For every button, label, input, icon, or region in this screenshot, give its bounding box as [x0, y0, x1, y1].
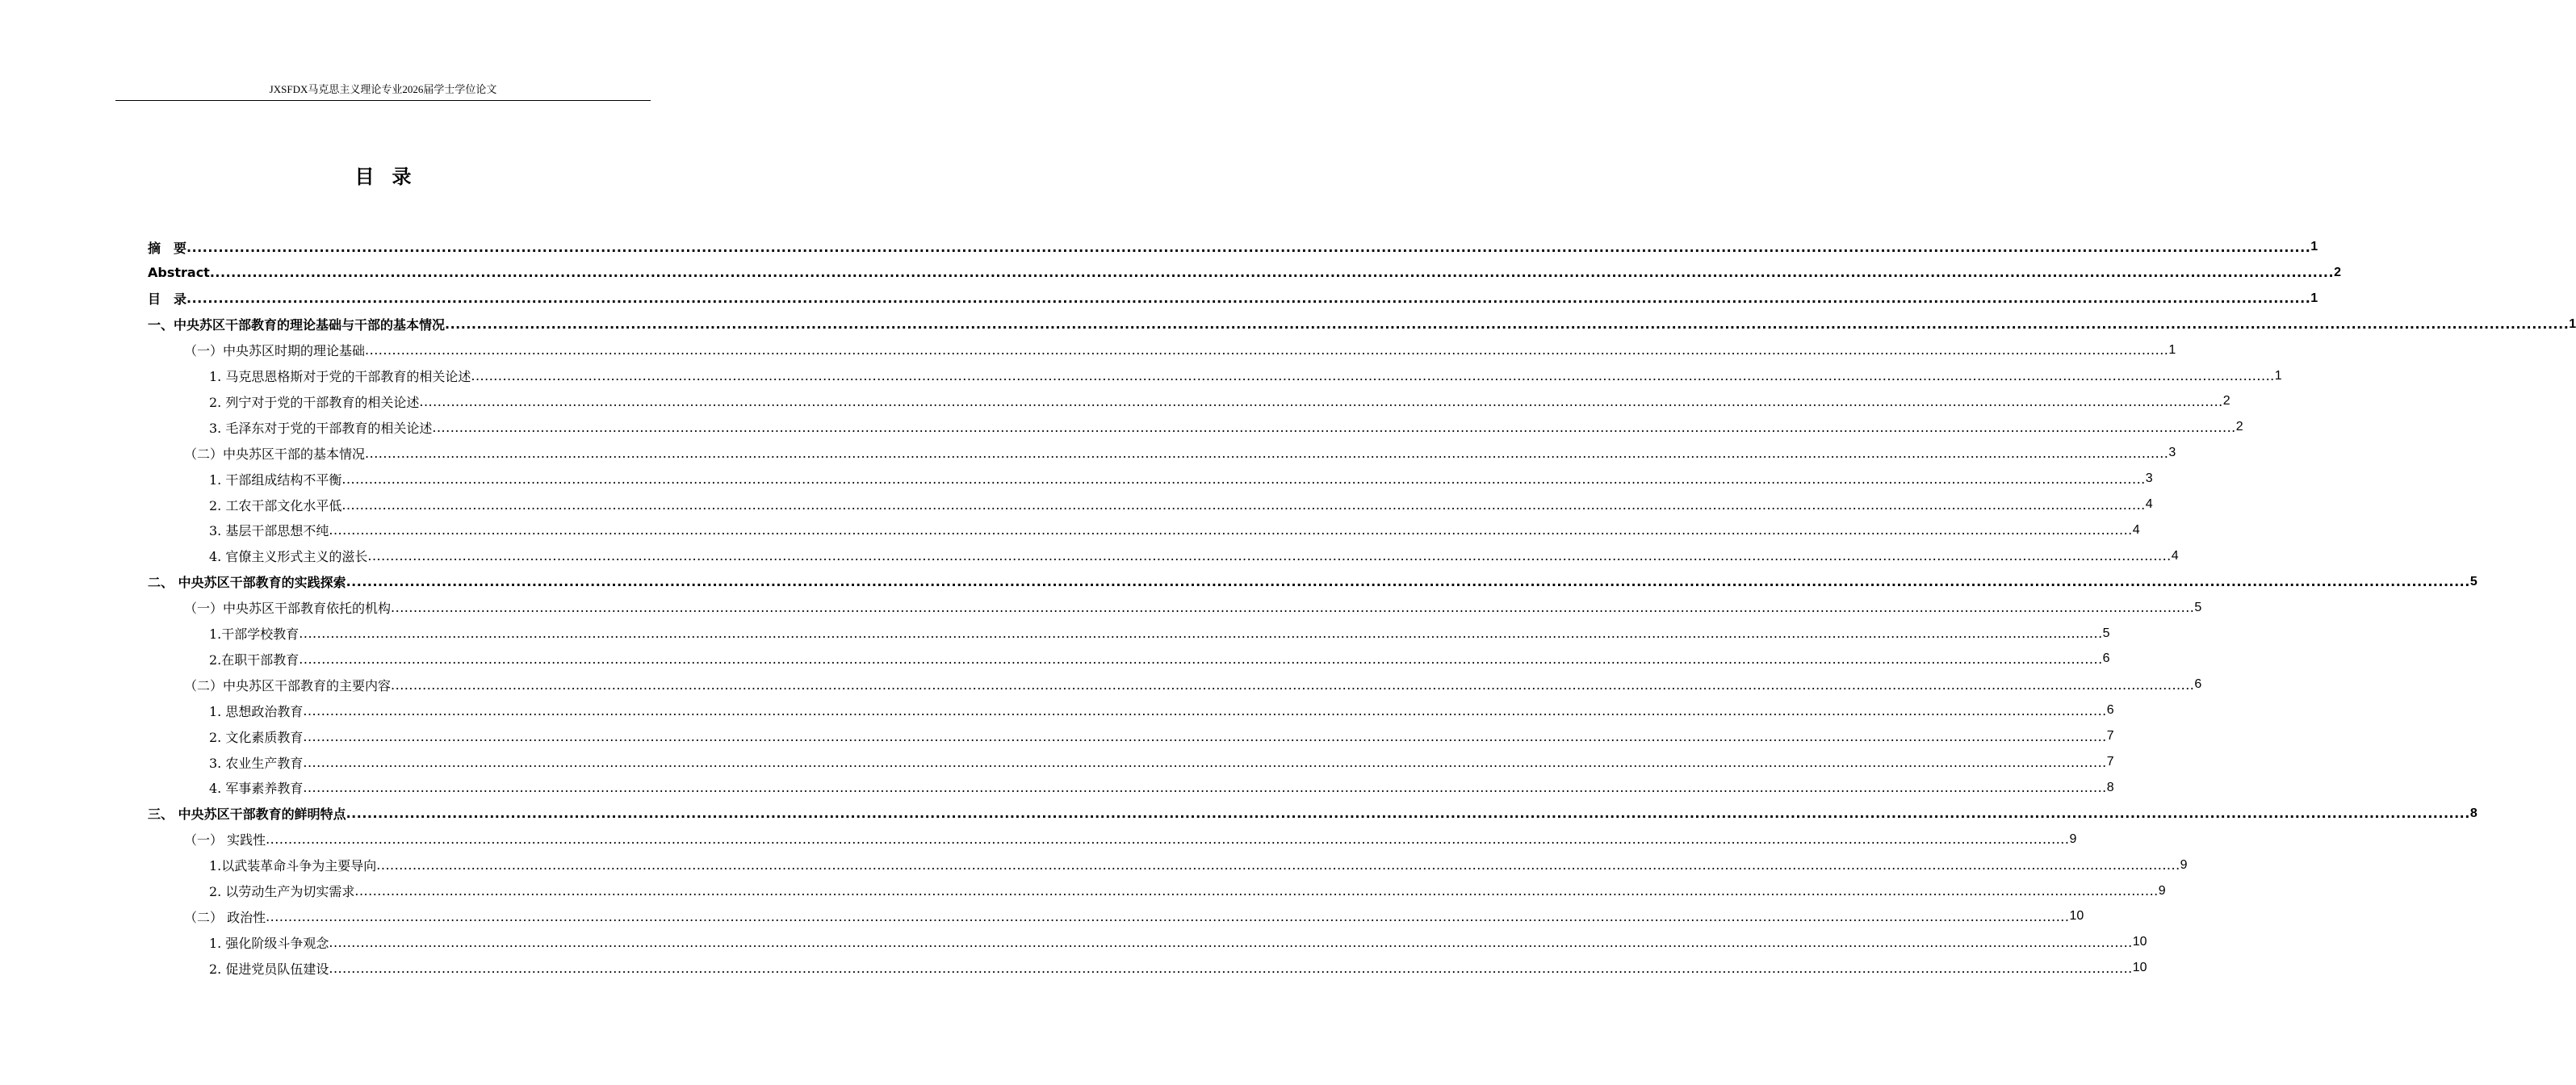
toc-entry-label: 1.干部学校教育	[209, 626, 299, 642]
toc-page-number: 9	[2069, 832, 2077, 846]
toc-page-number: 2	[2334, 265, 2341, 279]
toc-entry-label: （一）中央苏区干部教育依托的机构	[184, 601, 392, 617]
toc-page-number: 2	[2235, 420, 2243, 434]
toc-dot-leader: ................................................................................................................................................................................................................................................................................................................................................................................................................	[329, 960, 2133, 976]
toc-entry[interactable]	[148, 569, 2478, 595]
toc-entry[interactable]	[148, 801, 2478, 827]
toc-entry-label: 2. 以劳动生产为切实需求	[209, 884, 355, 899]
toc-page-number: 1	[2310, 240, 2318, 253]
toc-dot-leader: ................................................................................................................................................................................................................................................................................................................................................................................................................	[391, 677, 2195, 693]
toc-page-number: 10	[2132, 961, 2147, 975]
toc-entry[interactable]	[209, 517, 2140, 543]
toc-dot-leader: ................................................................................................................................................................................................................................................................................................................................................................................................................	[445, 316, 2570, 333]
toc-entry[interactable]	[184, 827, 2077, 852]
toc-dot-leader: ................................................................................................................................................................................................................................................................................................................................................................................................................	[346, 806, 2470, 822]
toc-dot-leader: ................................................................................................................................................................................................................................................................................................................................................................................................................	[367, 548, 2172, 564]
toc-entry[interactable]	[209, 723, 2114, 749]
toc-page-number: 9	[2158, 883, 2166, 898]
running-header: JXSFDX马克思主义理论专业2026届学士学位论文	[269, 83, 497, 95]
toc-entry-label: （一） 实践性	[184, 832, 266, 848]
toc-entry-label: 1. 马克思恩格斯对于党的干部教育的相关论述	[209, 369, 471, 384]
toc-entry[interactable]	[209, 543, 2179, 569]
toc-entry[interactable]	[209, 775, 2114, 801]
toc-dot-leader: ................................................................................................................................................................................................................................................................................................................................................................................................................	[341, 496, 2146, 513]
toc-dot-leader: ................................................................................................................................................................................................................................................................................................................................................................................................................	[329, 522, 2133, 538]
toc-dot-leader: ................................................................................................................................................................................................................................................................................................................................................................................................................	[186, 239, 2311, 255]
toc-entry-label: 2.在职干部教育	[209, 651, 299, 668]
toc-entry-label: 3. 农业生产教育	[209, 755, 304, 771]
toc-entry[interactable]	[209, 414, 2243, 440]
header-divider	[115, 100, 651, 101]
toc-dot-leader: ................................................................................................................................................................................................................................................................................................................................................................................................................	[365, 445, 2169, 461]
toc-entry-label: （二）中央苏区干部的基本情况	[184, 446, 366, 462]
toc-entry[interactable]	[184, 440, 2176, 466]
toc-entry[interactable]	[184, 337, 2176, 363]
toc-dot-leader: ................................................................................................................................................................................................................................................................................................................................................................................................................	[432, 419, 2236, 435]
toc-entry[interactable]	[148, 286, 2318, 312]
toc-page-number: 6	[2194, 677, 2202, 692]
toc-page-number: 3	[2168, 446, 2176, 460]
toc-page-number: 4	[2132, 522, 2140, 537]
toc-dot-leader: ................................................................................................................................................................................................................................................................................................................................................................................................................	[471, 368, 2275, 383]
toc-entry-label: 2. 文化素质教育	[209, 729, 304, 745]
toc-entry[interactable]	[209, 466, 2153, 492]
toc-dot-leader: ................................................................................................................................................................................................................................................................................................................................................................................................................	[186, 291, 2311, 307]
toc-page-number: 5	[2469, 574, 2478, 589]
toc-entry-label: 3. 基层干部思想不纯	[209, 523, 329, 539]
toc-entry[interactable]	[209, 646, 2110, 672]
toc-entry[interactable]	[209, 492, 2153, 517]
toc-entry-label: 二、 中央苏区干部教育的实践探索	[148, 575, 346, 591]
toc-dot-leader: ................................................................................................................................................................................................................................................................................................................................................................................................................	[354, 883, 2159, 899]
toc-entry[interactable]	[184, 595, 2202, 621]
toc-page-number: 2	[2222, 394, 2230, 408]
toc-entry[interactable]	[209, 621, 2110, 647]
toc-entry[interactable]	[209, 363, 2282, 389]
toc-entry[interactable]	[209, 388, 2230, 414]
toc-entry[interactable]	[148, 312, 2576, 337]
toc-page-number: 4	[2171, 548, 2179, 563]
toc-entry[interactable]	[209, 749, 2114, 775]
toc-dot-leader: ................................................................................................................................................................................................................................................................................................................................................................................................................	[303, 702, 2107, 718]
toc-entry-label: 1. 强化阶级斗争观念	[209, 935, 329, 951]
toc-dot-leader: ................................................................................................................................................................................................................................................................................................................................................................................................................	[209, 265, 2335, 281]
toc-entry-label: 2. 工农干部文化水平低	[209, 497, 342, 513]
toc-page-number: 1	[2310, 291, 2318, 305]
toc-dot-leader: ................................................................................................................................................................................................................................................................................................................................................................................................................	[299, 626, 2103, 641]
toc-entry-label: 3. 毛泽东对于党的干部教育的相关论述	[209, 420, 433, 436]
toc-dot-leader: ................................................................................................................................................................................................................................................................................................................................................................................................................	[303, 728, 2107, 744]
toc-page-number: 1	[2569, 316, 2576, 331]
toc-page-number: 6	[2106, 703, 2114, 718]
toc-entry[interactable]	[148, 260, 2341, 286]
toc-dot-leader: ................................................................................................................................................................................................................................................................................................................................................................................................................	[346, 574, 2470, 590]
toc-entry[interactable]	[184, 672, 2202, 698]
toc-entry-label: 三、 中央苏区干部教育的鲜明特点	[148, 806, 346, 823]
toc-dot-leader: ................................................................................................................................................................................................................................................................................................................................................................................................................	[303, 780, 2107, 796]
toc-page-number: 10	[2132, 935, 2147, 949]
toc-entry-label: 1. 干部组成结构不平衡	[209, 471, 342, 488]
toc-page-number: 1	[2274, 368, 2282, 383]
toc-entry-label: 摘 要	[148, 240, 187, 256]
toc-dot-leader: ................................................................................................................................................................................................................................................................................................................................................................................................................	[419, 393, 2223, 409]
toc-entry[interactable]	[209, 955, 2147, 981]
toc-entry[interactable]	[148, 234, 2318, 260]
toc-page-number: 1	[2168, 342, 2176, 357]
toc-entry-label: 一、中央苏区干部教育的理论基础与干部的基本情况	[148, 317, 446, 333]
toc-entry[interactable]	[184, 903, 2084, 929]
toc-dot-leader: ................................................................................................................................................................................................................................................................................................................................................................................................................	[365, 342, 2169, 358]
toc-entry[interactable]	[209, 878, 2166, 904]
toc-dot-leader: ................................................................................................................................................................................................................................................................................................................................................................................................................	[299, 651, 2103, 667]
toc-entry-label: Abstract	[148, 265, 210, 281]
toc-page-number: 8	[2106, 780, 2114, 794]
toc-page-number: 7	[2106, 755, 2114, 769]
toc-entry-label: （一）中央苏区时期的理论基础	[184, 343, 366, 359]
toc-dot-leader: ................................................................................................................................................................................................................................................................................................................................................................................................................	[266, 832, 2070, 848]
toc-dot-leader: ................................................................................................................................................................................................................................................................................................................................................................................................................	[391, 600, 2195, 616]
toc-entry-label: 2. 促进党员队伍建设	[209, 961, 329, 977]
toc-dot-leader: ................................................................................................................................................................................................................................................................................................................................................................................................................	[329, 934, 2133, 950]
toc-dot-leader: ................................................................................................................................................................................................................................................................................................................................................................................................................	[303, 754, 2107, 770]
toc-entry[interactable]	[209, 852, 2188, 878]
toc-page-number: 5	[2102, 626, 2110, 640]
toc-entry-label: 4. 官僚主义形式主义的滋长	[209, 549, 368, 565]
page-title: 目录	[354, 165, 429, 188]
toc-page-number: 6	[2102, 651, 2110, 666]
toc-entry[interactable]	[209, 698, 2114, 723]
toc-entry-label: 2. 列宁对于党的干部教育的相关论述	[209, 394, 420, 410]
toc-entry-label: 1.以武装革命斗争为主要导向	[209, 858, 377, 874]
toc-entry-label: 目 录	[148, 291, 187, 308]
toc-entry[interactable]	[209, 929, 2147, 955]
toc-dot-leader: ................................................................................................................................................................................................................................................................................................................................................................................................................	[376, 857, 2180, 873]
toc-page-number: 8	[2469, 806, 2478, 820]
toc-page-number: 5	[2194, 600, 2202, 614]
toc-page-number: 7	[2106, 729, 2114, 744]
toc-page-number: 4	[2145, 497, 2153, 511]
toc-page-number: 3	[2145, 471, 2153, 486]
toc-entry-label: （二）中央苏区干部教育的主要内容	[184, 677, 392, 693]
toc-dot-leader: ................................................................................................................................................................................................................................................................................................................................................................................................................	[266, 908, 2070, 924]
toc-entry-label: 1. 思想政治教育	[209, 703, 304, 719]
toc-page-number: 10	[2069, 909, 2084, 924]
toc-entry-label: （二） 政治性	[184, 909, 266, 925]
toc-page-number: 9	[2180, 857, 2188, 872]
toc-entry-label: 4. 军事素养教育	[209, 781, 304, 797]
toc-dot-leader: ................................................................................................................................................................................................................................................................................................................................................................................................................	[341, 471, 2146, 487]
